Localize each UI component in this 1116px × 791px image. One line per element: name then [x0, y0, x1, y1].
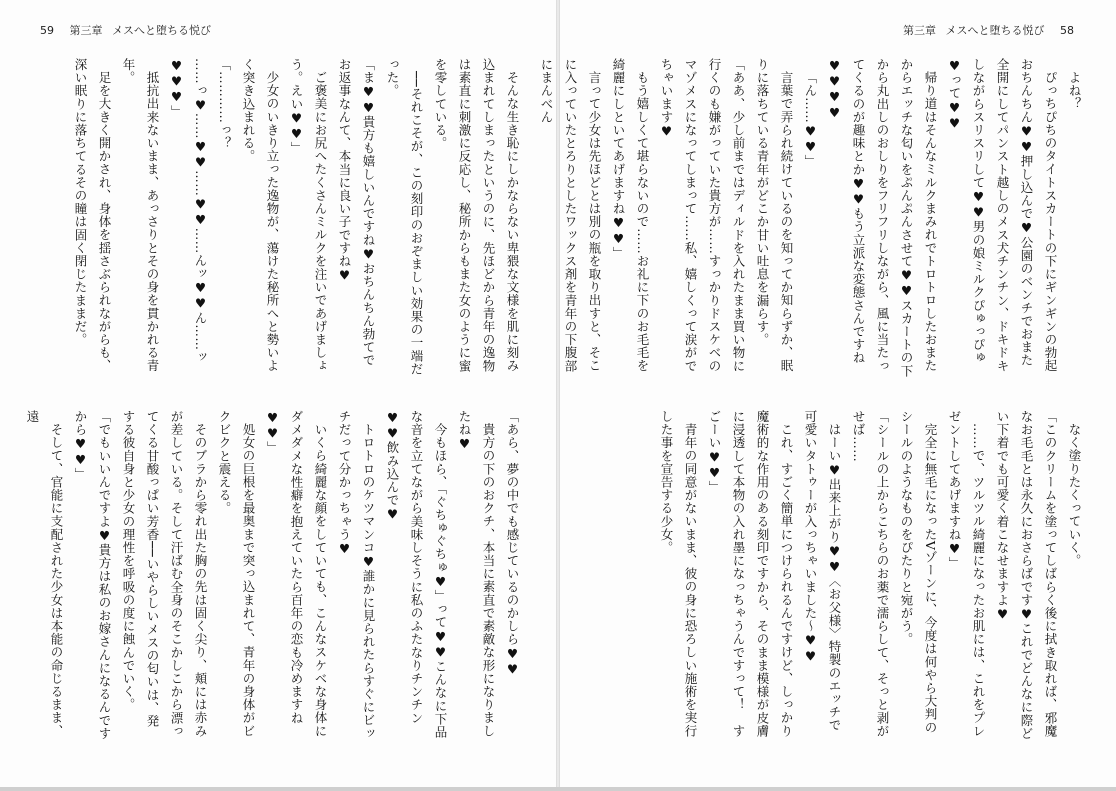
left-chapter-label: 第三章 [69, 24, 103, 37]
paragraph: はーい♥出来上がり♥♥〈お父様〉特製のエッチで可愛いタトゥーが入っちゃいました～♥♥ [803, 410, 842, 732]
paragraph: いくら綺麗な顔をしていても、こんなスケベな身体にダメダメな性癖を抱えていたら百年の恋も冷めますね♥♥」 [265, 410, 328, 737]
paragraph: 足を大きく開かされ、身体を揺さぶられながらも、深い眠りに落ちてるその瞳は固く閉じたままだ。 [73, 58, 112, 372]
paragraph: 言葉で弄られ続けているのを知ってか知らずか、眠りに落ちている青年がどこか甘い吐息を漏らす。 [755, 58, 794, 372]
paragraph: 「シールの上からこちらのお薬で濡らして、そっと剥がせば…… [851, 410, 890, 738]
paragraph: もう嬉しくて堪らないので……お礼に下のお毛毛を綺麗にしといてあげますね♥♥」 [611, 58, 650, 372]
paragraph: そのブラから零れ出た胸の先は固く尖り、頬には赤みが差している。そして汗ばむ全身のそこかしこから漂ってくる甘酸っぱい芳香──いやらしいメスの匂いは、発する彼自身と少女の理性を呼吸の度に蝕んでいく。 [121, 410, 208, 738]
paragraph: そんな生き恥にしかならない卑猥な文様を肌に刻み込まれてしまったというのに、先ほどから青年の逸物は素直に刺激に反応し、秘所からもまた女のように蜜を零している。 [433, 58, 520, 373]
paragraph: 少女のいきり立った逸物が、蕩けた秘所へと勢いよく突き込まれる。 [241, 58, 280, 372]
paragraph: 完全に無毛になったVゾーンに、今度は何やら大判のシールのようなものをぴたりと宛がう。 [899, 410, 938, 734]
left-page-number: 59 [40, 24, 54, 37]
paragraph: 言って少女は先ほどとは別の瓶を取り出すと、そこに入っていたとろりとしたワックス剤を青年の下腹部にまんべん [539, 58, 602, 373]
paragraph: ご褒美にお尻へたくさんミルクを注いであげましょう。えい♥♥」 [289, 58, 328, 372]
paragraph: 青年の同意がないまま、彼の身に恐ろしい施術を実行した事を宣告する少女。 [659, 410, 698, 737]
paragraph: ──それこそが、この刻印のおぞましい効果の一端だった。 [385, 58, 424, 375]
paragraph: ……で、ツルツル綺麗になったお肌には、これをプレゼントしてあげますね♥」 [947, 410, 986, 737]
right-chapter-label: 第三章 [903, 24, 936, 37]
paragraph: 貴方の下のおクチ、本当に素直で素敵な形になりましたね♥ [457, 410, 496, 737]
paragraph: 「このクリームを塗ってしばらく後に拭き取れば、邪魔なお毛毛とは永久におさらばです♥これでどんなに際どい下着でも可愛く着こなせますよ♥ [995, 410, 1058, 740]
right-bottom-text-block [610, 410, 1086, 740]
paragraph: トロトロのケツマンコ♥誰かに見られたらすぐにビッチだって分かっちゃう♥ [337, 410, 376, 740]
paragraph: ぴっちぴちのタイトスカートの下にギンギンの勃起おちんちん♥♥押し込んで♥公園のベンチでおまた全開にしてパンスト越しのメス犬チンチン、ドキドキしながらスリスリして♥♥男の娘ミルクぴゅっぴゅ♥って♥♥ [947, 58, 1058, 373]
paragraph: 「でもいいんですよ♥貴方は私のお嫁さんになるんですから♥♥」 [73, 410, 112, 740]
paragraph: 「ん……♥♥」 [803, 70, 818, 168]
paragraph: 「あら、夢の中でも感じているのかしら♥♥ [505, 410, 520, 677]
paragraph: 「…………っ？ [217, 58, 232, 150]
paragraph: 抵抗出来ないまま、あっさりとその身を貫かれる青年。 [121, 58, 160, 372]
viewer-bottom-bar [0, 787, 1116, 791]
right-page [539, 0, 1116, 791]
left-top-text-block [48, 58, 524, 378]
paragraph: よね？ [1067, 70, 1082, 110]
right-top-text-block [539, 58, 1086, 378]
paragraph: なく塗りたくっていく。 [1067, 422, 1082, 567]
right-chapter-title: メスへと堕ちる悦び [945, 24, 1045, 37]
left-chapter-title: メスへと堕ちる悦び [112, 24, 211, 37]
paragraph: 処女の巨根を最奥まで突っ込まれて、青年の身体がビクビクと震える。 [217, 410, 256, 737]
right-page-header [903, 22, 1080, 38]
left-page [0, 0, 557, 791]
left-bottom-text-block [25, 410, 524, 740]
paragraph: 帰り道はそんなミルクまみれでトロトロしたおまたからエッチな匂いをぷんぷんさせて♥♥スカートの下から丸出しのおしりをフリフリしながら、風に当たってくるのが趣味とか♥♥もう立派な変態さんですね♥♥♥♥ [827, 58, 938, 378]
paragraph: ……っ♥……♥♥……♥♥……んッ♥♥ん……ッ♥♥♥」 [169, 58, 208, 364]
paragraph: 今もほら、「ぐちゅぐちゅ♥」って♥♥こんなに下品な音を立てながら美味しそうに私のふたなりチンチン♥♥飲み込んで♥ [385, 410, 448, 739]
paragraph: そして、官能に支配された少女は本能の命じるまま、遠 [25, 410, 64, 737]
right-page-number: 58 [1060, 24, 1074, 37]
paragraph: 「ま♥♥貴方も嬉しいんですね♥おちんちん勃てでお返事なんて、本当に良い子ですね♥ [337, 58, 376, 367]
left-page-header [34, 22, 211, 38]
paragraph: 「ああ、少し前まではディルドを入れたまま買い物に行くのも嫌がっていた貴方が……すっかりドスケベのマゾメスになってしまって……私、嬉しくって涙がでちゃいます♥ [659, 58, 746, 373]
paragraph: これ、すごく簡単につけられるんですけど、しっかり魔術的な作用のある刻印ですから、そのまま模様が皮膚に浸透して本物の入れ墨になっちゃうんですって！ すごーい♥♥」 [707, 410, 794, 738]
